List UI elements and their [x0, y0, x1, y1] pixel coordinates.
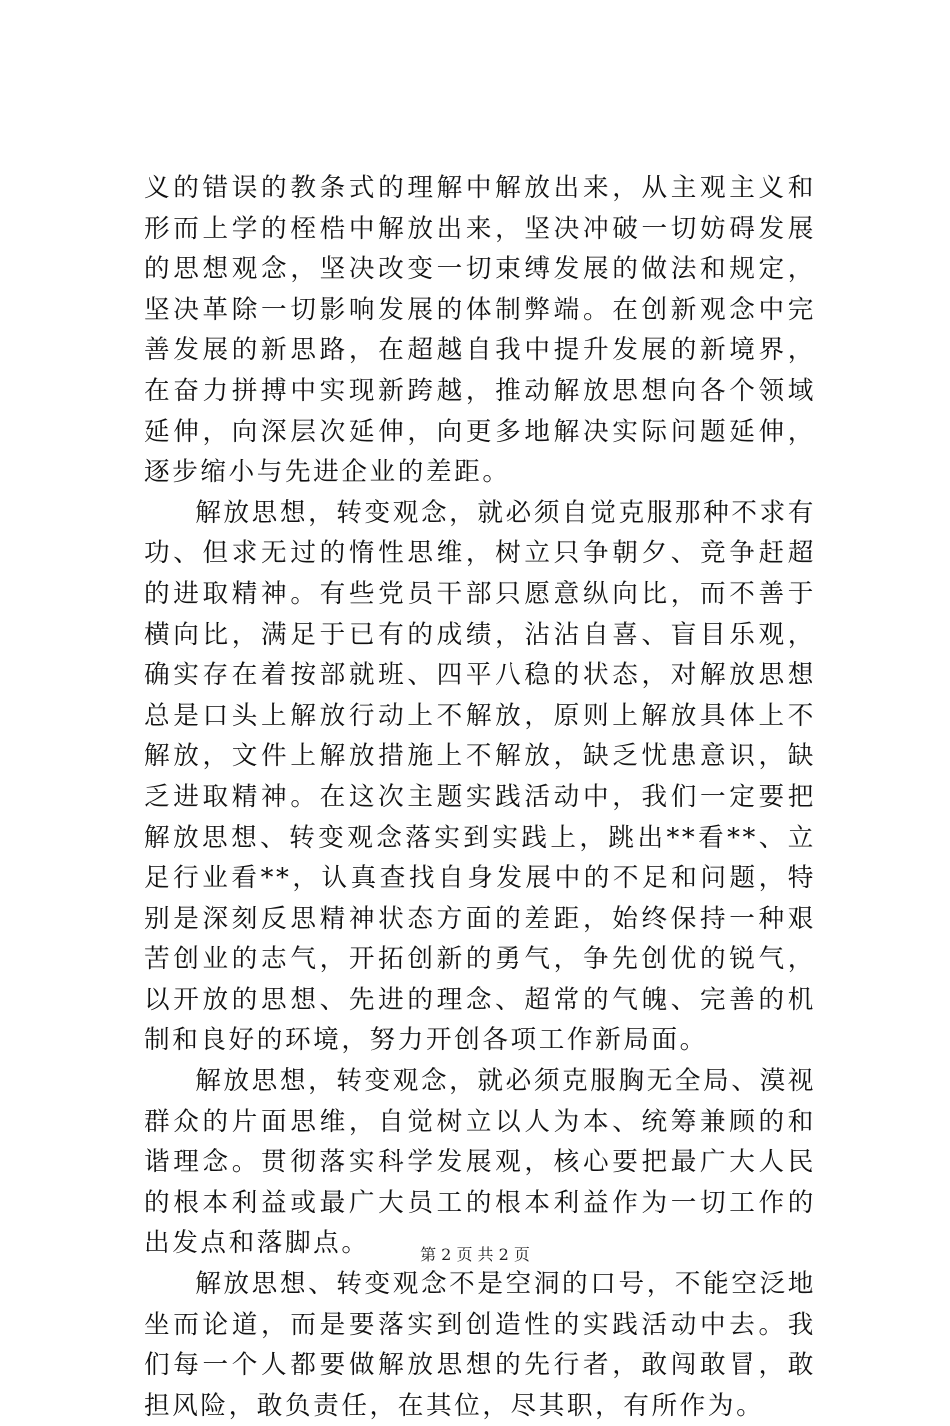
- page-footer: 第 2 页 共 2 页: [420, 1245, 530, 1264]
- paragraph-1: 义的错误的教条式的理解中解放出来，从主观主义和形而上学的桎梏中解放出来，坚决冲破一切妨碍发展的思想观念，坚决改变一切束缚发展的做法和规定，坚决革除一切影响发展的体制弊端。在创新观念中完善发展的新思路，在超越自我中提升发展的新境界，在奋力拼搏中实现新跨越，推动解放思想向各个领域延伸，向深层次延伸，向更多地解决实际问题延伸，逐步缩小与先进企业的差距。: [144, 173, 816, 488]
- paragraph-2: 解放思想，转变观念，就必须自觉克服那种不求有功、但求无过的惰性思维，树立只争朝夕、竞争赶超的进取精神。有些党员干部只愿意纵向比，而不善于横向比，满足于已有的成绩，沾沾自喜、盲目乐观，确实存在着按部就班、四平八稳的状态，对解放思想总是口头上解放行动上不解放，原则上解放具体上不解放，文件上解放措施上不解放，缺乏忧患意识，缺乏进取精神。在这次主题实践活动中，我们一定要把解放思想、转变观念落实到实践上，跳出**看**、立足行业看**，认真查找自身发展中的不足和问题，特别是深刻反思精神状态方面的差距，始终保持一种艰苦创业的志气，开拓创新的勇气，争先创优的锐气，以开放的思想、先进的理念、超常的气魄、完善的机制和良好的环境，努力开创各项工作新局面。: [144, 497, 816, 1056]
- document-body: [144, 168, 816, 1426]
- paragraph-3: 解放思想，转变观念，就必须克服胸无全局、漠视群众的片面思维，自觉树立以人为本、统筹兼顾的和谐理念。贯彻落实科学发展观，核心要把最广大人民的根本利益或最广大员工的根本利益作为一切工作的出发点和落脚点。: [144, 1066, 816, 1259]
- paragraph-4: 解放思想、转变观念不是空洞的口号，不能空泛地坐而论道，而是要落实到创造性的实践活动中去。我们每一个人都要做解放思想的先行者，敢闯敢冒，敢担风险，敢负责任，在其位，尽其职，有所作为。: [144, 1269, 816, 1421]
